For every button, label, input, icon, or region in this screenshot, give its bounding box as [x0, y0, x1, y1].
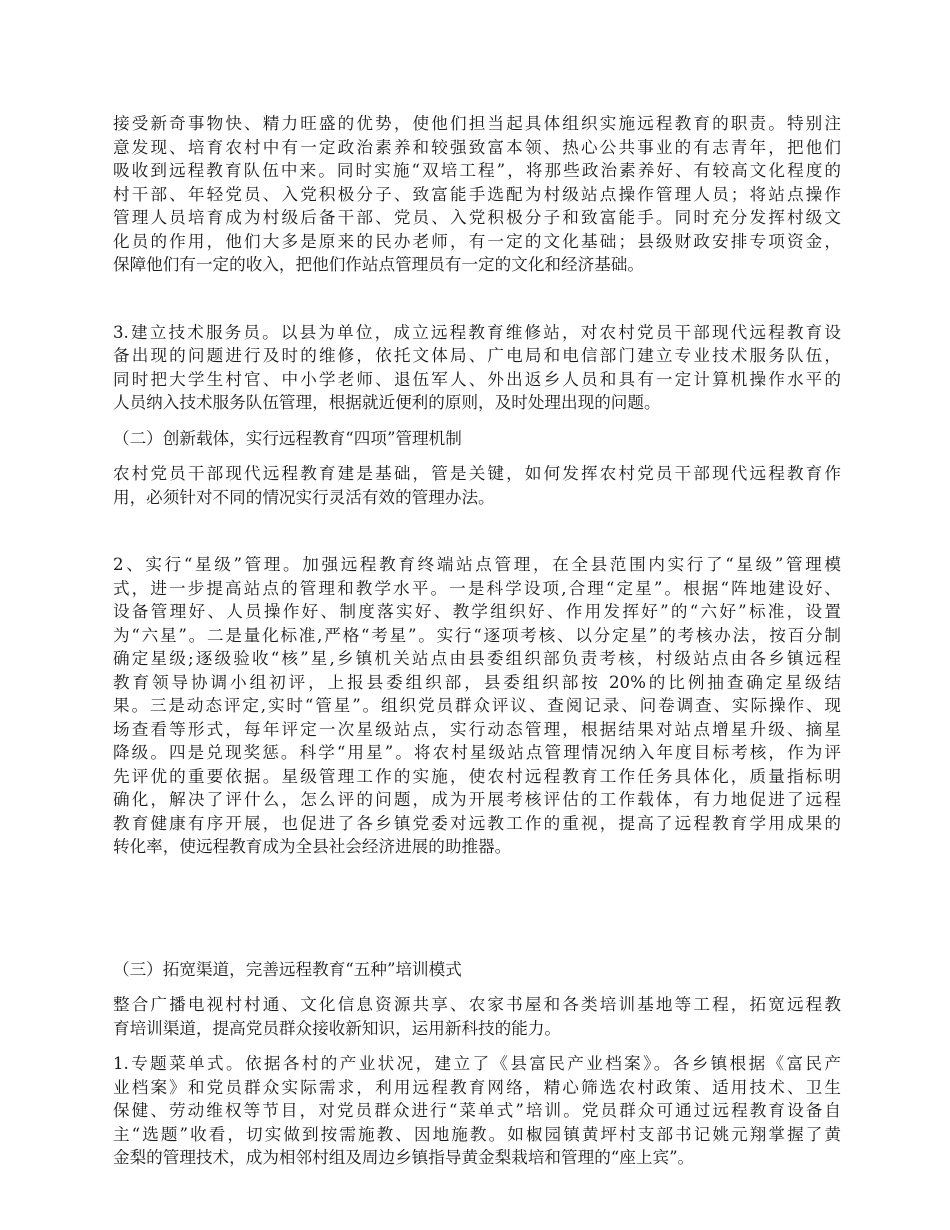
text-line: 主“选题”收看，切实做到按需施教、因地施教。如椒园镇黄坪村支部书记姚元翔掌握了黄	[113, 1124, 841, 1144]
text-line: 先评优的重要依据。星级管理工作的实施，使农村远程教育工作任务具体化，质量指标明	[113, 766, 841, 786]
text-line: 3.建立技术服务员。以县为单位，成立远程教育维修站，对农村党员干部现代远程教育设	[113, 322, 841, 342]
paragraph-training-channels	[113, 993, 841, 1040]
text-line: （三）拓宽渠道，完善远程教育“五种”培训模式	[113, 959, 462, 979]
paragraph-spacer	[113, 509, 841, 553]
paragraph-village-cadre-training	[113, 112, 841, 277]
text-line: 为“六星”。二是量化标准,严格“考星”。实行“逐项考核、以分定星”的考核办法，按百分制	[113, 625, 841, 645]
text-line: 备出现的问题进行及时的维修，依托文体局、广电局和电信部门建立专业技术服务队伍，	[113, 346, 841, 365]
section-heading-five-training	[113, 958, 841, 982]
paragraph-spacer	[113, 415, 841, 427]
text-line: 式，进一步提高站点的管理和教学水平。一是科学设项,合理“定星”。根据“阵地建设好、	[113, 578, 841, 598]
text-line: 确化，解决了评什么，怎么评的问题，成为开展考核评估的工作载体，有力地促进了远程	[113, 790, 841, 809]
section-heading-four-management	[113, 427, 841, 451]
text-line: 人员纳入技术服务队伍管理，根据就近便利的原则，及时处理出现的问题。	[113, 393, 661, 412]
text-line: 金梨的管理技术，成为相邻村组及周边乡镇指导黄金梨栽培和管理的“座上宾”。	[113, 1148, 695, 1167]
text-line: 接受新奇事物快、精力旺盛的优势，使他们担当起具体组织实施远程教育的职责。特别注	[113, 114, 841, 133]
paragraph-spacer	[113, 859, 841, 958]
text-line: 场查看等形式，每年评定一次星级站点，实行动态管理，根据结果对站点增星升级、摘星	[113, 719, 841, 739]
text-line: 用，必须针对不同的情况实行灵活有效的管理办法。	[113, 487, 495, 507]
text-line: 村干部、年轻党员、入党积极分子、致富能手选配为村级站点操作管理人员；将站点操作	[113, 184, 841, 204]
text-line: 保障他们有一定的收入，把他们作站点管理员有一定的文化和经济基础。	[113, 255, 644, 274]
text-line: 整合广播电视村村通、文化信息资源共享、农家书屋和各类培训基地等工程，拓宽远程教	[113, 995, 841, 1014]
text-line: 管理人员培育成为村级后备干部、党员、入党积极分子和致富能手。同时充分发挥村级文	[113, 208, 841, 227]
text-line: 教育健康有序开展，也促进了各乡镇党委对远教工作的重视，提高了远程教育学用成果的	[113, 813, 841, 833]
paragraph-tech-service-staff	[113, 321, 841, 415]
text-line: 化员的作用，他们大多是原来的民办老师，有一定的文化基础；县级财政安排专项资金，	[113, 231, 841, 251]
text-line: 保健、劳动维权等节目，对党员群众进行“菜单式”培训。党员群众可通过远程教育设备自	[113, 1101, 841, 1120]
text-line: 农村党员干部现代远程教育建是基础，管是关键，如何发挥农村党员干部现代远程教育作	[113, 464, 841, 483]
paragraph-management-intro	[113, 462, 841, 509]
text-line: 降级。四是兑现奖惩。科学“用星”。将农村星级站点管理情况纳入年度目标考核，作为评	[113, 743, 841, 762]
paragraph-spacer	[113, 1040, 841, 1052]
paragraph-spacer	[113, 981, 841, 993]
text-line: 吸收到远程教育队伍中来。同时实施“双培工程”，将那些政治素养好、有较高文化程度的	[113, 161, 841, 180]
paragraph-spacer	[113, 450, 841, 462]
text-line: 教育领导协调小组初评，上报县委组织部，县委组织部按 20%的比例抽查确定星级结	[113, 672, 841, 692]
text-line: 1.专题菜单式。依据各村的产业状况，建立了《县富民产业档案》。各乡镇根据《富民产	[113, 1054, 841, 1073]
text-line: 意发现、培育农村中有一定政治素养和较强致富本领、热心公共事业的有志青年，把他们	[113, 137, 841, 157]
paragraph-spacer	[113, 277, 841, 321]
text-line: 育培训渠道，提高党员群众接收新知识，运用新科技的能力。	[113, 1018, 562, 1038]
text-line: 果。三是动态评定,实时“管星”。组织党员群众评议、查阅记录、问卷调查、实际操作、现	[113, 696, 841, 715]
text-line: 业档案》和党员群众实际需求，利用远程教育网络，精心筛选农村政策、适用技术、卫生	[113, 1077, 841, 1097]
text-line: 同时把大学生村官、中小学老师、退伍军人、外出返乡人员和具有一定计算机操作水平的	[113, 369, 841, 389]
paragraph-star-level-management	[113, 553, 841, 859]
paragraph-menu-style-training	[113, 1052, 841, 1170]
text-line: 设备管理好、人员操作好、制度落实好、教学组织好、作用发挥好”的“六好”标准，设置	[113, 602, 841, 621]
text-line: 2、实行“星级”管理。加强远程教育终端站点管理，在全县范围内实行了“星级”管理模	[113, 555, 841, 574]
text-line: 转化率，使远程教育成为全县社会经济进展的助推器。	[113, 837, 512, 856]
text-line: 确定星级;逐级验收“核”星,乡镇机关站点由县委组织部负责考核，村级站点由各乡镇远程	[113, 649, 841, 668]
document-page	[113, 112, 841, 1170]
text-line: （二）创新载体，实行远程教育“四项”管理机制	[113, 428, 462, 448]
